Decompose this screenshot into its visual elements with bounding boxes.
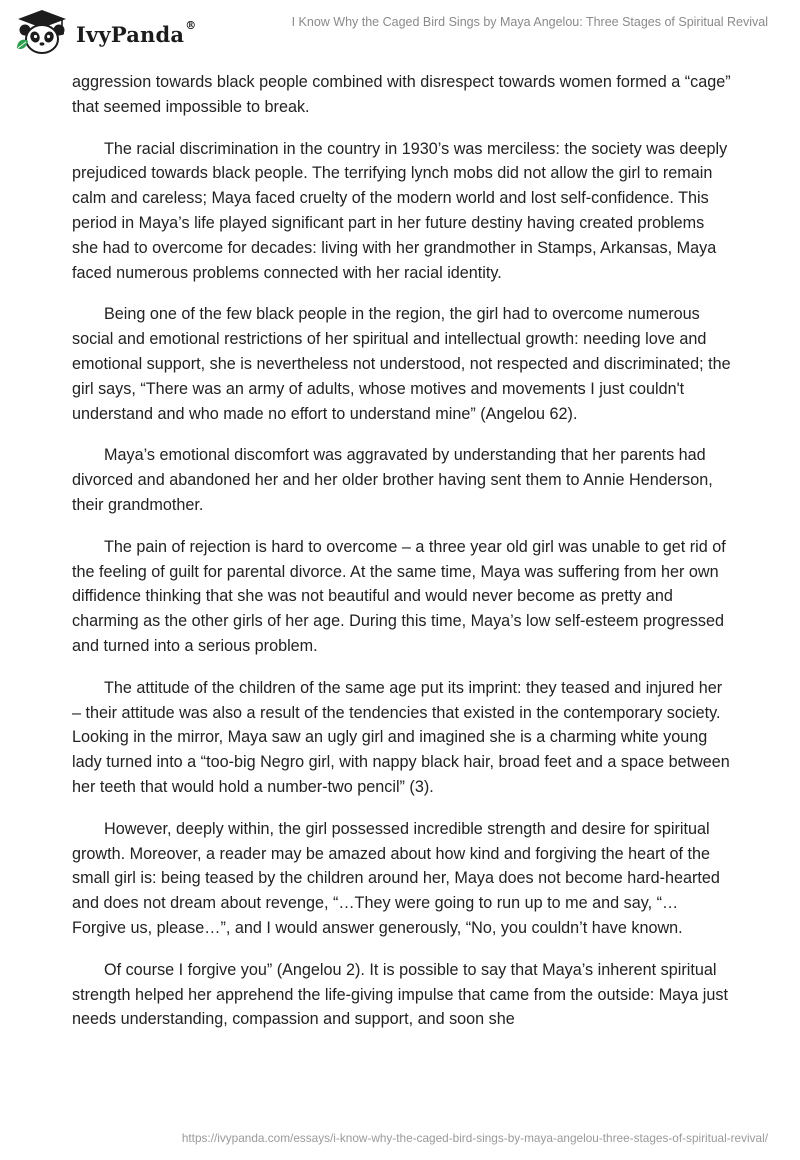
brand-name [76,18,197,47]
brand-name-text: IvyPanda [76,21,185,47]
source-url[interactable]: https://ivypanda.com/essays/i-know-why-the-caged-bird-sings-by-maya-angelou-three-stages-of-spiritual-revival/ [181,1131,768,1145]
paragraph: Of course I forgive you” (Angelou 2). It is possible to say that Maya’s inherent spiritual strength helped her apprehend the life-giving impulse that came from the outside: Maya just needs understanding, compassion and support, and soon she [72,960,728,1029]
paragraph: aggression towards black people combined with disrespect towards women formed a “cage” that seemed impossible to break. [72,73,731,116]
paragraph: Being one of the few black people in the region, the girl had to overcome numerous social and emotional restrictions of her spiritual and intellectual growth: needing love and emotional support, she is nevertheless not understood, not respected and discriminated; the girl says, “There was an army of adults, whose motives and movements I just couldn't understand and who made no effort to understand mine” (Angelou 62). [72,305,731,423]
ivypanda-logo[interactable] [14,8,196,56]
paragraph: The racial discrimination in the country in 1930’s was merciless: the society was deeply prejudiced towards black people. The terrifying lynch mobs did not allow the girl to remain calm and careless; Maya faced cruelty of the modern world and lost self-confidence. This period in Maya’s life played significant part in her future destiny having created problems she had to overcome for decades: living with her grandmother in Stamps, Arkansas, Maya faced numerous problems connected with her racial identity. [72,139,728,282]
document-title: I Know Why the Caged Bird Sings by Maya Angelou: Three Stages of Spiritual Revival [291,15,768,29]
registered-mark: ® [185,18,197,32]
paragraph: Maya’s emotional discomfort was aggravated by understanding that her parents had divorced and abandoned her and her older brother having sent them to Annie Henderson, their grandmother. [72,446,713,514]
page-header [0,0,800,70]
panda-graduate-icon [14,8,70,56]
paragraph: The attitude of the children of the same age put its imprint: they teased and injured her – their attitude was also a result of the tendencies that existed in the contemporary society. Looking in the mirror, Maya saw an ugly girl and imagined she is a charming white young lady turned into a “too-big Negro girl, with nappy black hair, broad feet and a space between her teeth that would hold a number-two pencil” (3). [72,678,730,796]
paragraph: However, deeply within, the girl possessed incredible strength and desire for spiritual growth. Moreover, a reader may be amazed about how kind and forgiving the heart of the small girl is: being teased by the children around her, Maya does not become hard-hearted and does not dream about revenge, “…They were going to run up to me and say, “…Forgive us, please…”, and I would answer generously, “No, you couldn’t have known. [72,819,720,937]
paragraph: The pain of rejection is hard to overcome – a three year old girl was unable to get rid of the feeling of guilt for parental divorce. At the same time, Maya was suffering from her own diffidence thinking that she was not beautiful and would never become as pretty and charming as the other girls of her age. During this time, Maya’s low self-esteem progressed and turned into a serious problem. [72,537,726,655]
essay-body [72,70,732,1049]
